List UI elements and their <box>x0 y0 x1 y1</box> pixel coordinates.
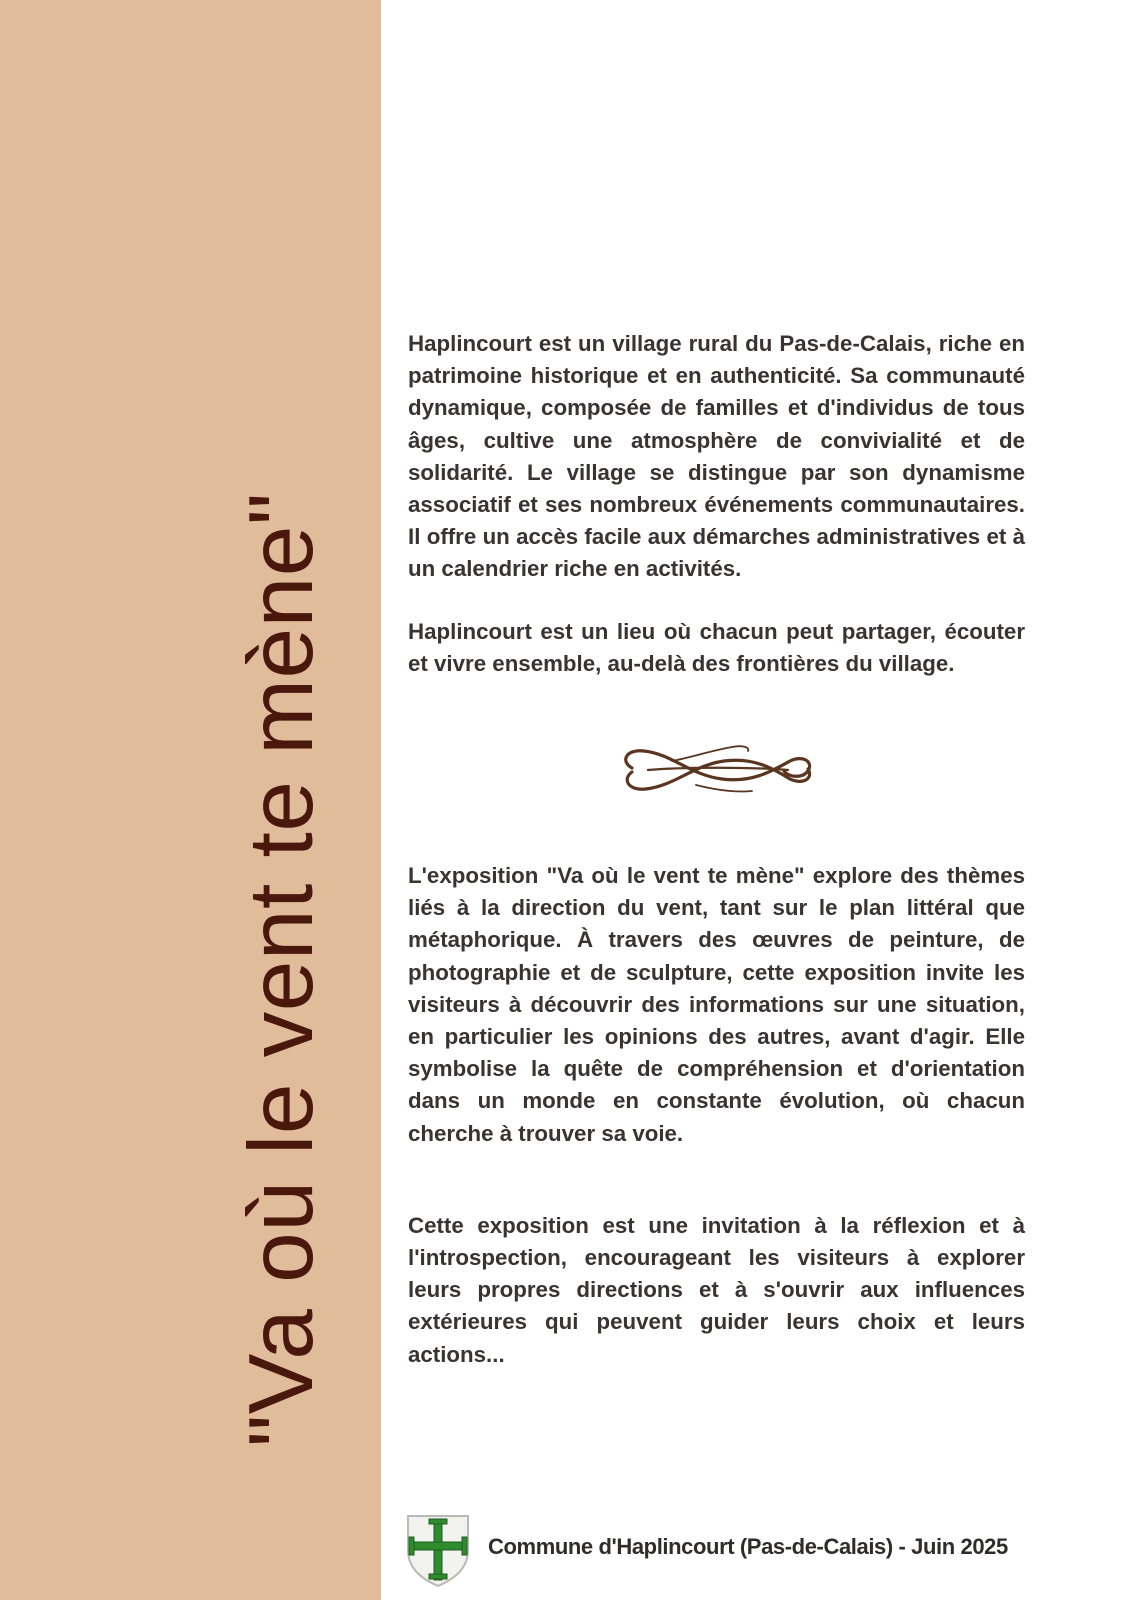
footer <box>404 1512 1024 1590</box>
paragraph-community: Haplincourt est un lieu où chacun peut partager, écouter et vivre ensemble, au-delà des frontières du village. <box>408 618 1025 676</box>
page-title: "Va où le vent te mène" <box>231 492 332 1447</box>
main-content <box>408 328 1025 1371</box>
paragraph-exhibition: L'exposition "Va où le vent te mène" explore des thèmes liés à la direction du vent, tant sur le plan littéral que métaphorique. À travers des œuvres de peinture, de photographie et de sculpture, cette exposition invite les visiteurs à découvrir des informations sur une situation, en particulier les opinions des autres, avant d'agir. Elle symbolise la quête de compréhension et d'orientation dans un monde en constante évolution, où chacun cherche à trouver sa voie. <box>408 863 1025 1146</box>
title-sidebar <box>0 0 381 1600</box>
coat-of-arms-icon <box>404 1512 472 1588</box>
flourish-ornament-icon <box>612 735 822 805</box>
paragraph-village: Haplincourt est un village rural du Pas-de-Calais, riche en patrimoine historique et en authenticité. Sa communauté dynamique, composée de familles et d'individus de tous âges, cultive une atmosphère de convivialité et de solidarité. Le village se distingue par son dynamisme associatif et ses nombreux événements communautaires. Il offre un accès facile aux démarches administratives et à un calendrier riche en activités. <box>408 331 1025 582</box>
footer-text: Commune d'Haplincourt (Pas-de-Calais) - Juin 2025 <box>488 1534 1008 1559</box>
paragraph-invitation: Cette exposition est une invitation à la réflexion et à l'introspection, encourageant les visiteurs à explorer leurs propres directions et à s'ouvrir aux influences extérieures qui peuvent guider leurs choix et leurs actions... <box>408 1212 1025 1367</box>
